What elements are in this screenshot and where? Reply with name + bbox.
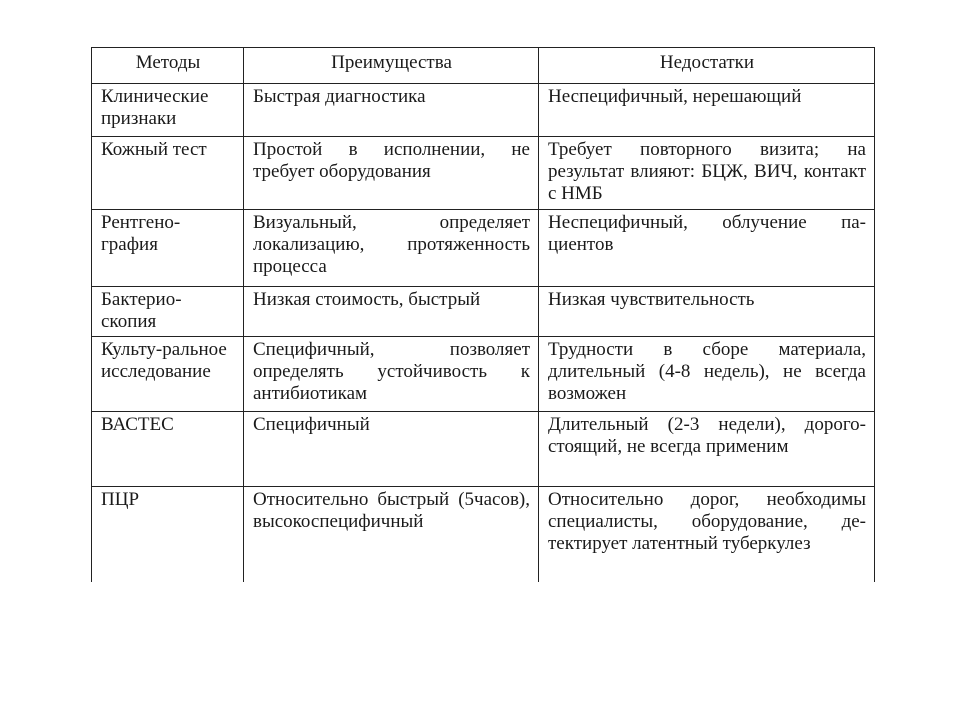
methods-comparison-table [91,47,875,582]
header-advantages: Преимущества [244,48,539,84]
methods-comparison-sheet [91,47,874,582]
advantages-cell: Быстрая диагностика [244,84,539,137]
disadvantages-cell: Трудности в сборе материала, длительный (4-8 недель), не всегда возможен [539,337,875,412]
disadvantages-cell: Неспецифичный, облучение па-циентов [539,210,875,287]
method-cell: Рентгено-графия [92,210,244,287]
advantages-cell: Простой в исполнении, не требует оборудования [244,137,539,210]
method-cell: ВАСТЕС [92,412,244,487]
disadvantages-cell: Требует повторного визита; на результат влияют: БЦЖ, ВИЧ, контакт с НМБ [539,137,875,210]
table-row [92,210,875,287]
disadvantages-cell: Низкая чувствительность [539,287,875,337]
method-cell: ПЦР [92,487,244,583]
method-cell: Кожный тест [92,137,244,210]
advantages-cell: Специфичный, позволяет определять устойчивость к антибиотикам [244,337,539,412]
table-header-row [92,48,875,84]
method-cell: Бактерио-скопия [92,287,244,337]
header-disadvantages: Недостатки [539,48,875,84]
table-row [92,84,875,137]
advantages-cell: Визуальный, определяет локализацию, протяженность процесса [244,210,539,287]
table-row [92,487,875,583]
advantages-cell: Низкая стоимость, быстрый [244,287,539,337]
disadvantages-cell: Неспецифичный, нерешающий [539,84,875,137]
header-methods: Методы [92,48,244,84]
table-row [92,287,875,337]
disadvantages-cell: Длительный (2-3 недели), дорого-стоящий, не всегда применим [539,412,875,487]
table-row [92,137,875,210]
method-cell: Клинические признаки [92,84,244,137]
advantages-cell: Специфичный [244,412,539,487]
method-cell: Культу-ральное исследование [92,337,244,412]
table-row [92,412,875,487]
disadvantages-cell: Относительно дорог, необходимы специалисты, оборудование, де-тектирует латентный туберкулез [539,487,875,583]
advantages-cell: Относительно быстрый (5часов), высокоспецифичный [244,487,539,583]
table-row [92,337,875,412]
